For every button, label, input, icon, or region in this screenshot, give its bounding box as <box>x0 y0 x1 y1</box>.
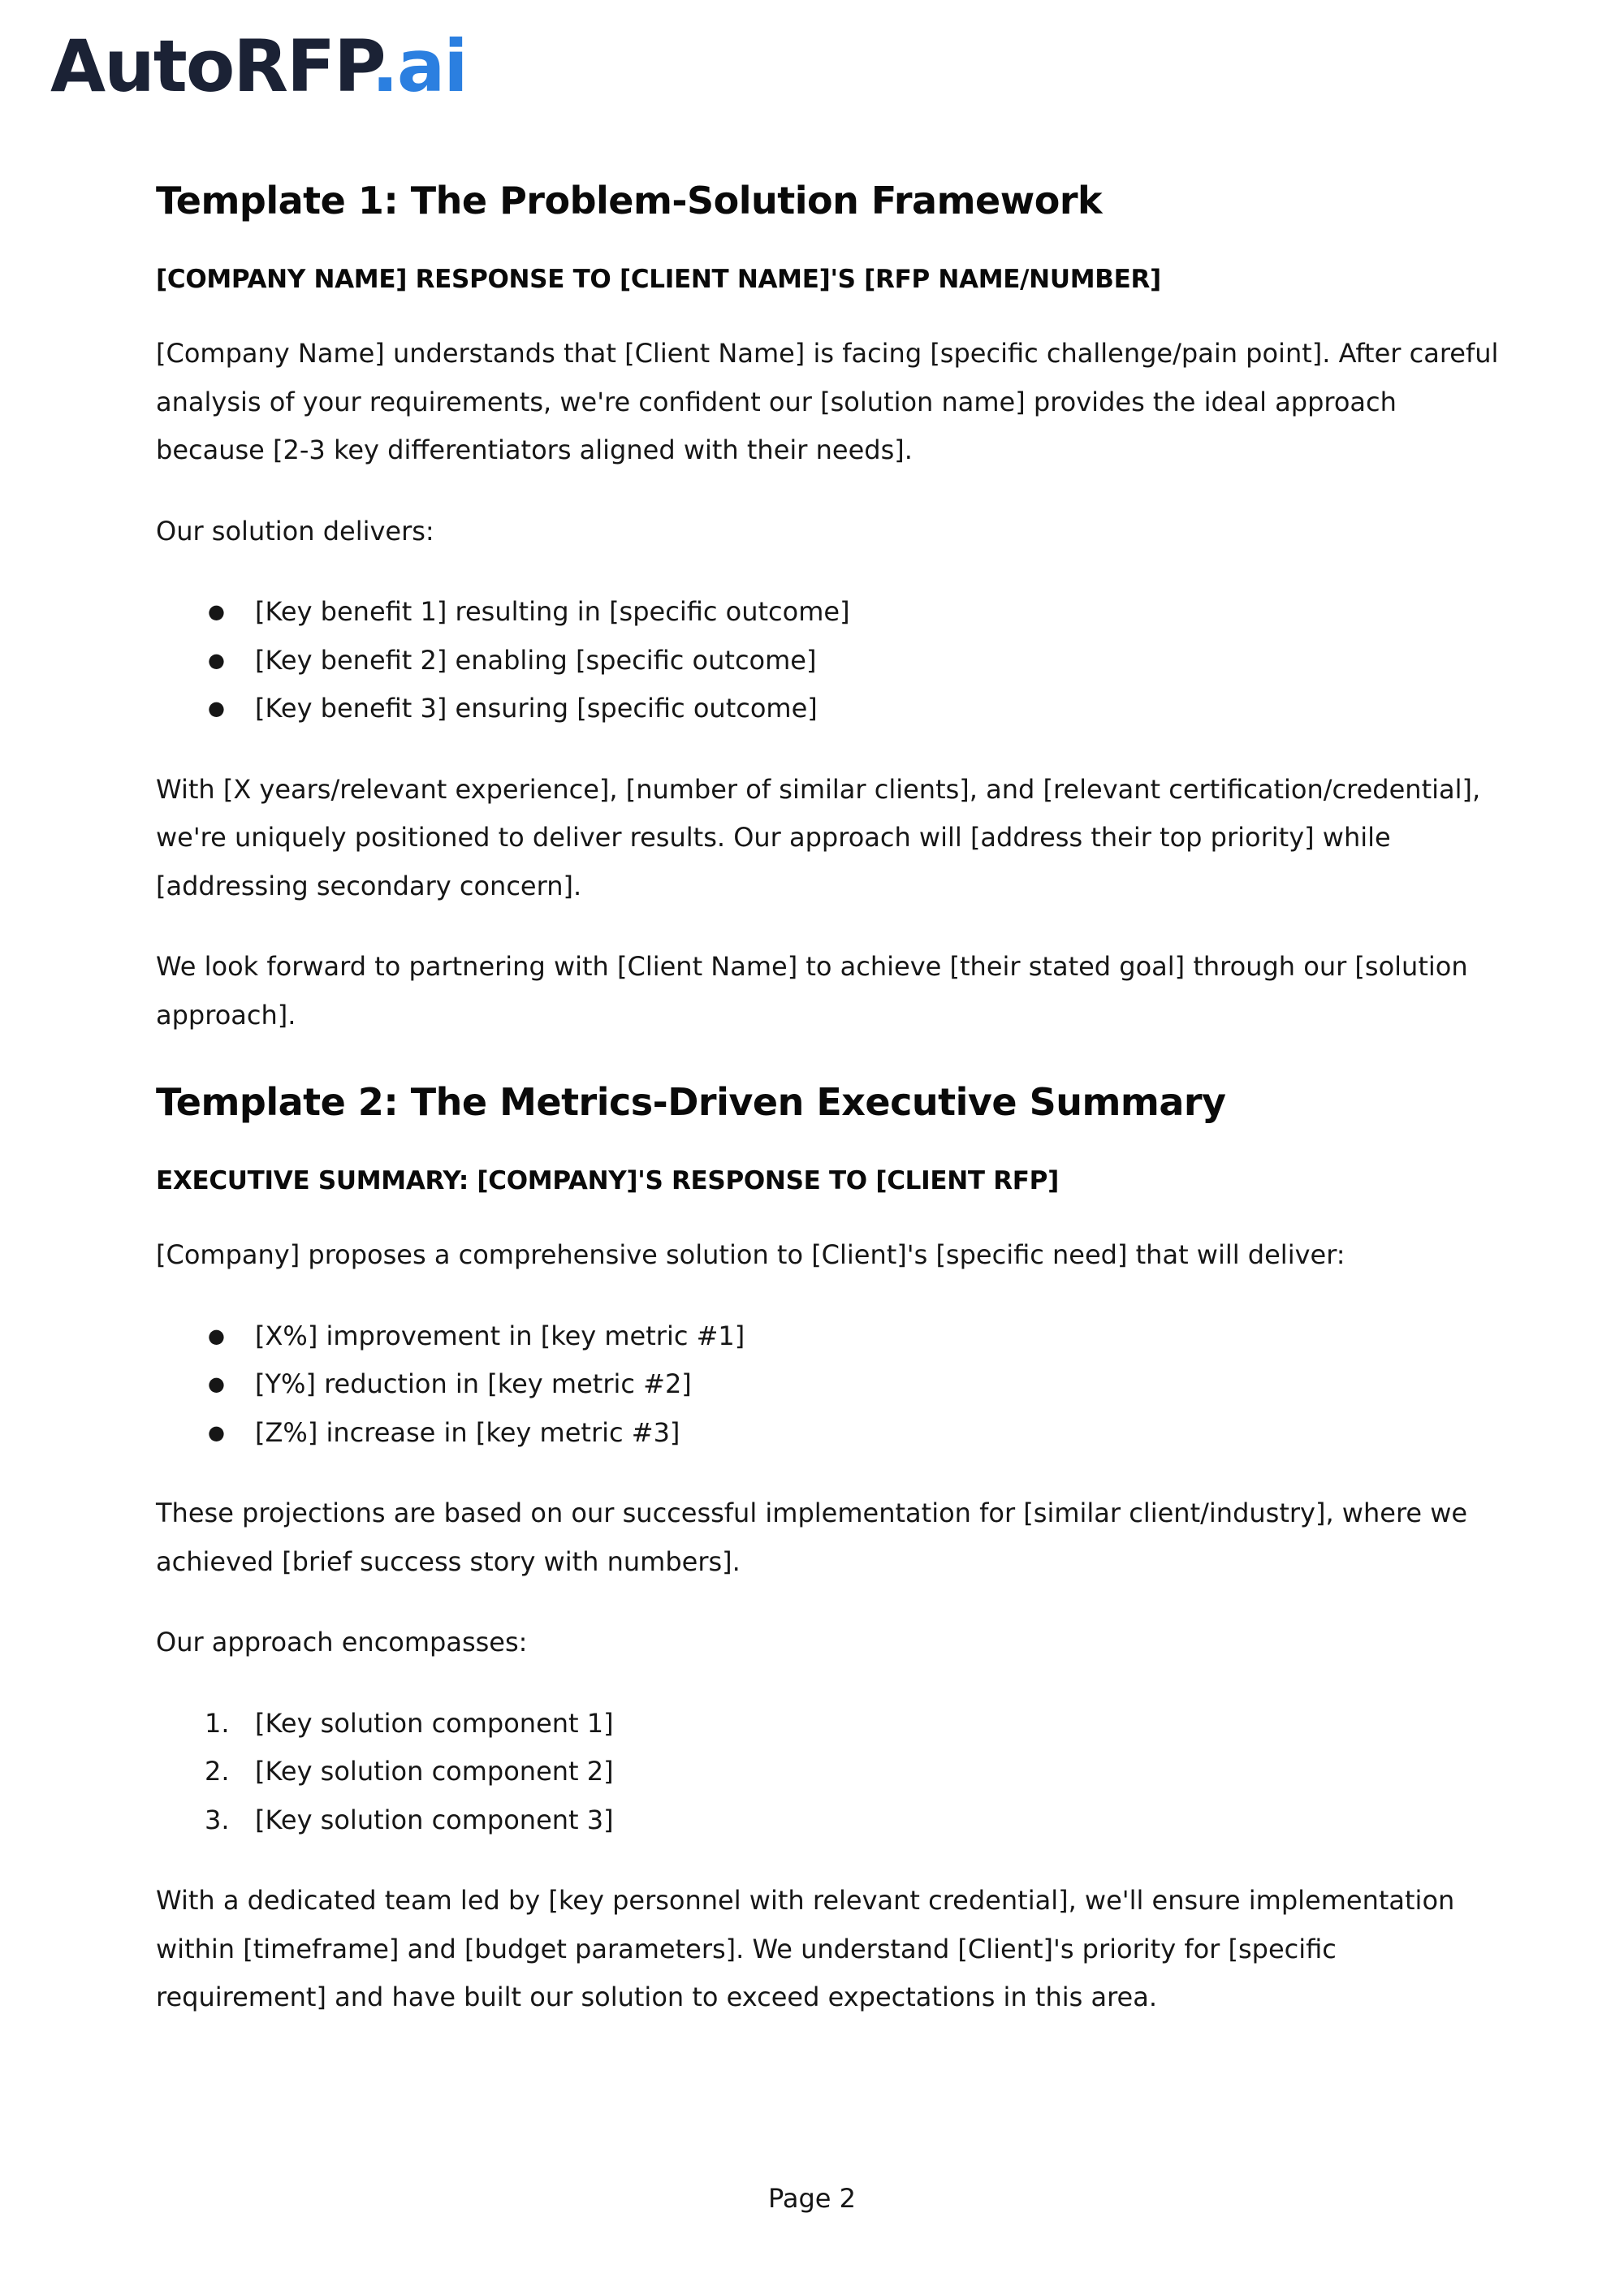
document-body <box>156 171 1504 2022</box>
template2-metrics-list <box>156 1312 1504 1458</box>
bullet-icon: ● <box>208 648 225 672</box>
list-item-text: [Key solution component 2] <box>255 1756 614 1787</box>
list-number: 2. <box>205 1756 230 1787</box>
template1-closing: We look forward to partnering with [Client Name] to achieve [their stated goal] through our [solution approach]. <box>156 951 1468 1031</box>
list-item <box>156 1700 1504 1748</box>
list-item-text: [Z%] increase in [key metric #3] <box>255 1416 680 1448</box>
logo-accent-text: .ai <box>371 24 467 108</box>
list-item-text: [X%] improvement in [key metric #1] <box>255 1320 745 1351</box>
page-number: Page 2 <box>768 2183 856 2214</box>
template2-heading: Template 2: The Metrics-Driven Executive Summary <box>156 1080 1226 1124</box>
list-item <box>156 1409 1504 1458</box>
template2-approach-label: Our approach encompasses: <box>156 1627 528 1658</box>
template1-benefits-list <box>156 588 1504 733</box>
list-item-text: [Y%] reduction in [key metric #2] <box>255 1368 692 1399</box>
list-item-text: [Key solution component 1] <box>255 1707 614 1739</box>
list-number: 3. <box>205 1804 230 1835</box>
list-number: 1. <box>205 1707 230 1739</box>
list-item <box>156 1312 1504 1361</box>
list-item <box>156 1360 1504 1409</box>
list-item <box>156 1748 1504 1796</box>
list-item <box>156 1796 1504 1845</box>
template1-experience: With [X years/relevant experience], [number of similar clients], and [relevant certification/credential], we're uniquely positioned to deliver results. Our approach will [address their top priority] while [addressing secondary concern]. <box>156 773 1481 901</box>
template1-heading: Template 1: The Problem-Solution Framework <box>156 179 1103 223</box>
list-item-text: [Key benefit 3] ensuring [specific outcome] <box>255 693 818 724</box>
list-item-text: [Key solution component 3] <box>255 1804 614 1835</box>
list-item-text: [Key benefit 2] enabling [specific outcome] <box>255 644 817 676</box>
autorfp-logo <box>50 24 467 108</box>
bullet-icon: ● <box>208 697 225 720</box>
list-item <box>156 588 1504 637</box>
template2-intro: [Company] proposes a comprehensive solution to [Client]'s [specific need] that will deliver: <box>156 1239 1345 1270</box>
template2-team: With a dedicated team led by [key personnel with relevant credential], we'll ensure implementation within [timeframe] and [budget parameters]. We understand [Client]'s priority for [specific requirement] and have built our solution to exceed expectations in this area. <box>156 1885 1455 2012</box>
bullet-icon: ● <box>208 600 225 623</box>
template2-projections: These projections are based on our successful implementation for [similar client/industry], where we achieved [brief success story with numbers]. <box>156 1498 1468 1577</box>
bullet-icon: ● <box>208 1324 225 1347</box>
bullet-icon: ● <box>208 1420 225 1444</box>
list-item <box>156 685 1504 733</box>
bullet-icon: ● <box>208 1372 225 1395</box>
template2-components-list <box>156 1700 1504 1845</box>
template2-subheading: EXECUTIVE SUMMARY: [COMPANY]'S RESPONSE TO [CLIENT RFP] <box>156 1166 1059 1195</box>
list-item-text: [Key benefit 1] resulting in [specific outcome] <box>255 596 850 627</box>
list-item <box>156 637 1504 685</box>
template1-subheading: [COMPANY NAME] RESPONSE TO [CLIENT NAME]'S [RFP NAME/NUMBER] <box>156 265 1161 294</box>
template1-intro: [Company Name] understands that [Client Name] is facing [specific challenge/pain point]. After careful analysis of your requirements, we're confident our [solution name] provides the ideal approach because [2-3 key differentiators aligned with their needs]. <box>156 338 1499 465</box>
template1-delivers-label: Our solution delivers: <box>156 515 434 547</box>
logo-main-text: AutoRFP <box>50 24 372 108</box>
